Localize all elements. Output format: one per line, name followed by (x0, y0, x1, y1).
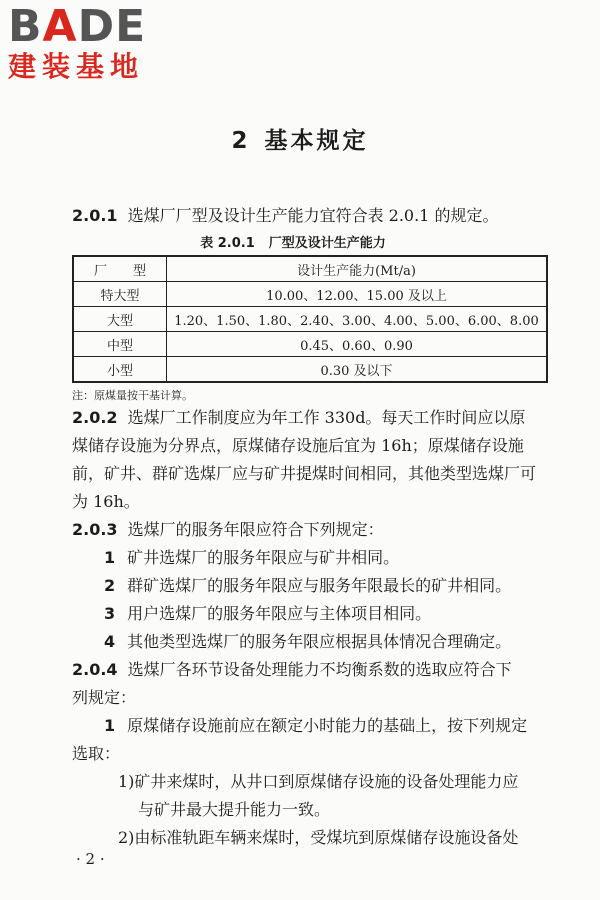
table-note: 注：原煤量按干基计算。 (72, 389, 193, 402)
bade-logo (8, 1, 178, 84)
table-header-row (73, 256, 547, 282)
clause-number: 2.0.2 (72, 408, 118, 427)
sub-item-continuation: 与矿井最大提升能力一致。 (138, 800, 331, 819)
clause-text: 选煤厂工作制度应为年工作 330d。每天工作时间应以原 (127, 408, 526, 427)
clause-text: 选煤厂厂型及设计生产能力宜符合表 2.0.1 的规定。 (127, 206, 499, 225)
table-header-cell: 厂 型 (73, 256, 167, 282)
clause-text: 选煤厂的服务年限应符合下列规定： (127, 520, 384, 539)
sub-item: 1)矿井来煤时，从井口到原煤储存设施的设备处理能力应 (118, 772, 519, 791)
clause-number: 2.0.3 (72, 520, 118, 539)
page-number: · 2 · (76, 850, 105, 868)
table-row (73, 357, 547, 383)
table-row (73, 332, 547, 357)
clause-number: 2.0.1 (72, 206, 118, 225)
clause-2-0-1 (72, 202, 552, 230)
table-header-cell: 设计生产能力(Mt/a) (167, 256, 548, 282)
chapter-heading (0, 122, 600, 155)
table-cell: 10.00、12.00、15.00 及以上 (167, 282, 548, 307)
table-cell: 中型 (73, 332, 167, 357)
list-item: 2 群矿选煤厂的服务年限应与服务年限最长的矿井相同。 (104, 576, 512, 595)
table-cell: 0.30 及以下 (167, 357, 548, 383)
clause-2-0-2-line (72, 404, 552, 432)
table-cell: 特大型 (73, 282, 167, 307)
clause-text: 选煤厂各环节设备处理能力不均衡系数的选取应符合下 (127, 660, 512, 679)
clause-2-0-3-line (72, 516, 552, 544)
sub-item: 2)由标准轨距车辆来煤时，受煤坑到原煤储存设施设备处 (118, 828, 519, 847)
table-cell: 0.45、0.60、0.90 (167, 332, 548, 357)
list-item: 4 其他类型选煤厂的服务年限应根据具体情况合理确定。 (104, 632, 512, 651)
plant-type-table (72, 255, 548, 383)
list-item-continuation: 选取： (72, 744, 121, 763)
table-cell: 1.20、1.50、1.80、2.40、3.00、4.00、5.00、6.00、8.00 (167, 307, 548, 332)
clause-text-line: 煤储存设施为分界点，原煤储存设施后宜为 16h；原煤储存设施 (72, 436, 524, 455)
clause-2-0-4-line (72, 656, 552, 684)
logo-subtitle: 建装基地 (8, 50, 145, 83)
list-item: 1 原煤储存设施前应在额定小时能力的基础上，按下列规定 (104, 716, 528, 735)
clause-text-line: 列规定： (72, 688, 137, 707)
clause-text-line: 为 16h。 (72, 492, 140, 511)
clause-number: 2.0.4 (72, 660, 118, 679)
logo-wordmark: BADE (8, 1, 147, 52)
table-cell: 大型 (73, 307, 167, 332)
chapter-title: 基本规定 (264, 128, 369, 154)
table-cell: 小型 (73, 357, 167, 383)
table-row (73, 307, 547, 332)
clause-text-line: 前，矿井、群矿选煤厂应与矿井提煤时间相同，其他类型选煤厂可 (72, 464, 537, 483)
table-caption (0, 232, 600, 251)
table-caption-number: 表 2.0.1 (200, 236, 255, 251)
chapter-number: 2 (231, 128, 251, 154)
table-row (73, 282, 547, 307)
list-item: 1 矿井选煤厂的服务年限应与矿井相同。 (104, 548, 400, 567)
table-caption-title: 厂型及设计生产能力 (268, 236, 386, 251)
list-item: 3 用户选煤厂的服务年限应与主体项目相同。 (104, 604, 432, 623)
